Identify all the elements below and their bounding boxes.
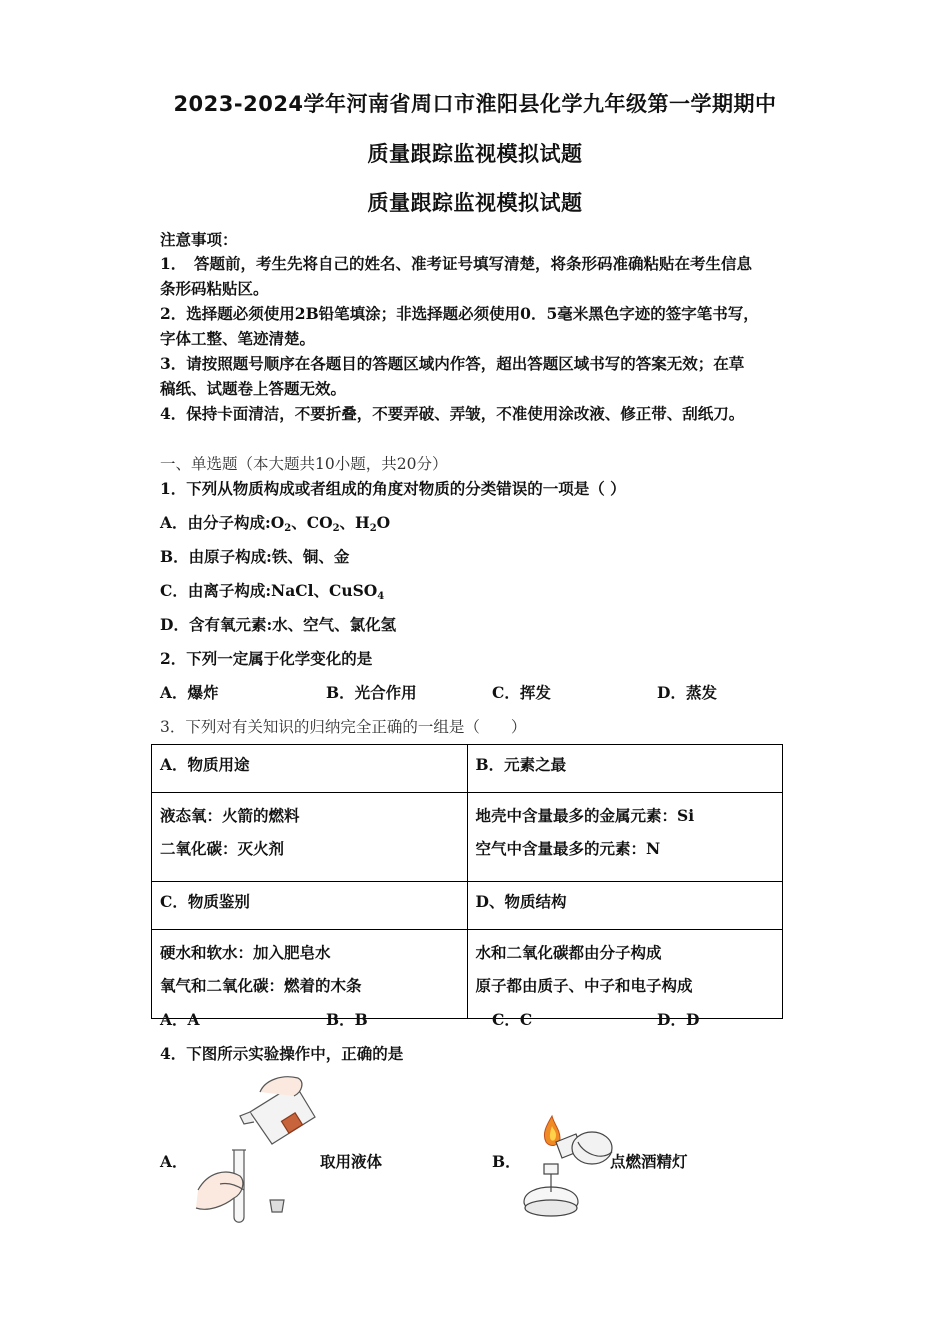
- q3-cell-b-head: B．元素之最: [467, 745, 783, 793]
- q3-cell-a-body: 液态氧：火箭的燃料 二氧化碳：灭火剂: [152, 793, 468, 882]
- notice-item4: 4．保持卡面清洁，不要折叠，不要弄破、弄皱，不准使用涂改液、修正带、刮纸刀。: [160, 404, 745, 423]
- q3-cell-d-head: D、物质结构: [467, 882, 783, 930]
- q2-option-c: C．挥发: [492, 683, 551, 702]
- q2-option-d: D．蒸发: [657, 683, 717, 702]
- q3-cell-c-body: 硬水和软水：加入肥皂水 氧气和二氧化碳：燃着的木条: [152, 930, 468, 1019]
- notice-heading: 注意事项：: [160, 230, 238, 249]
- doc-title-line2: 质量跟踪监视模拟试题: [367, 142, 583, 166]
- q3-stem: 3．下列对有关知识的归纳完全正确的一组是（ ）: [160, 718, 527, 736]
- q2-option-a: A．爆炸: [160, 683, 219, 702]
- q4-stem: 4．下图所示实验操作中，正确的是: [160, 1044, 404, 1063]
- alcohol-lamp-illustration-icon: [520, 1112, 620, 1224]
- q3-knowledge-table: [151, 744, 783, 1019]
- q1-option-b: B．由原子构成:铁、铜、金: [160, 547, 350, 566]
- notice-item3-line1: 3．请按照题号顺序在各题目的答题区域内作答，超出答题区域书写的答案无效；在草: [160, 354, 745, 373]
- q1-option-c: C．由离子构成:NaCl、CuSO$_4$: [160, 581, 385, 602]
- notice-item3-line2: 稿纸、试题卷上答题无效。: [160, 379, 347, 398]
- q4-option-b-caption: 点燃酒精灯: [610, 1152, 688, 1171]
- doc-title-line1: 2023-2024学年河南省周口市淮阳县化学九年级第一学期期中: [173, 92, 777, 116]
- pouring-liquid-illustration-icon: [190, 1072, 320, 1224]
- q3-cell-d-body: 水和二氧化碳都由分子构成 原子都由质子、中子和电子构成: [467, 930, 783, 1019]
- q3-option-b: B．B: [326, 1010, 368, 1029]
- q2-stem: 2．下列一定属于化学变化的是: [160, 649, 373, 668]
- q1-option-d: D．含有氧元素:水、空气、氯化氢: [160, 615, 397, 634]
- q4-option-a-caption: 取用液体: [320, 1152, 383, 1171]
- q3-cell-b-body: 地壳中含量最多的金属元素：Si 空气中含量最多的元素：N: [467, 793, 783, 882]
- q3-cell-a-head: A．物质用途: [152, 745, 468, 793]
- q4-option-a-label: A．: [160, 1152, 188, 1171]
- q4-option-b-label: B．: [492, 1152, 521, 1171]
- notice-item1-line2: 条形码粘贴区。: [160, 279, 269, 298]
- notice-item2-line2: 字体工整、笔迹清楚。: [160, 329, 316, 348]
- q1-option-a: A．由分子构成$:O_2$、$CO_2$、$H_2O$: [160, 513, 391, 534]
- q2-option-b: B．光合作用: [326, 683, 417, 702]
- q1-stem: 1．下列从物质构成或者组成的角度对物质的分类错误的一项是（ ）: [160, 479, 626, 498]
- section-heading: 一、单选题（本大题共10小题，共20分）: [160, 455, 448, 473]
- q3-option-a: A．A: [160, 1010, 200, 1029]
- q3-option-c: C．C: [492, 1010, 533, 1029]
- doc-title-line3: 质量跟踪监视模拟试题: [367, 191, 583, 215]
- q3-cell-c-head: C．物质鉴别: [152, 882, 468, 930]
- notice-item1-line1: 1． 答题前，考生先将自己的姓名、准考证号填写清楚，将条形码准确粘贴在考生信息: [160, 254, 753, 273]
- q3-option-d: D．D: [657, 1010, 700, 1029]
- notice-item2-line1: 2．选择题必须使用2B铅笔填涂；非选择题必须使用0．5毫米黑色字迹的签字笔书写，: [160, 304, 759, 323]
